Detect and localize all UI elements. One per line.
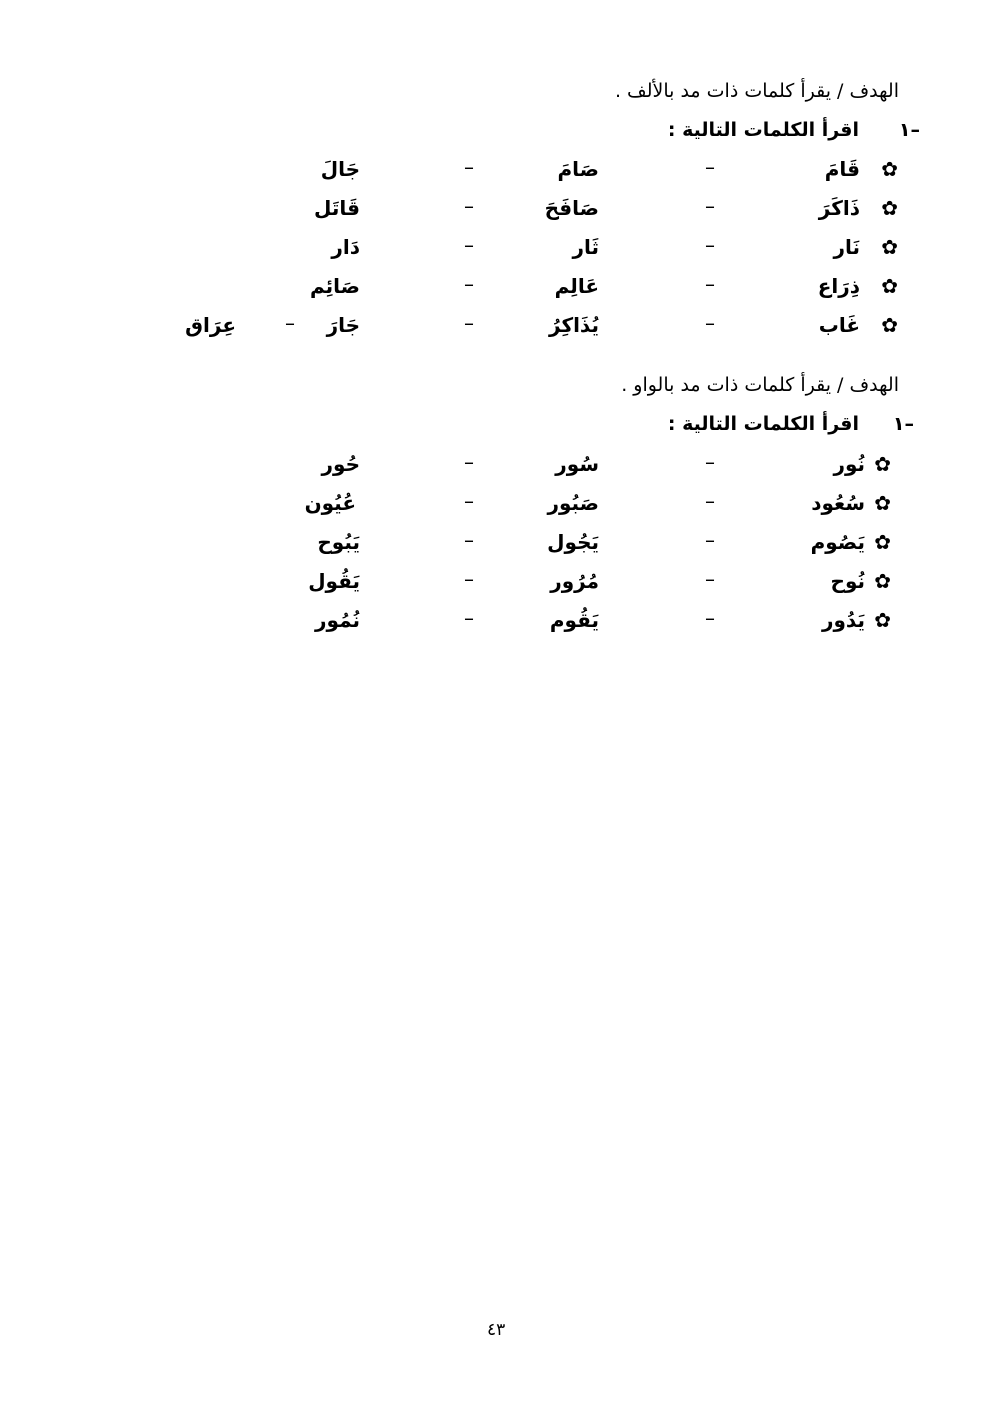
- separator-dash: –: [464, 489, 474, 513]
- goal-text-waw: الهدف / يقرأ كلمات ذات مد بالواو .: [621, 374, 899, 396]
- separator-dash: –: [705, 272, 715, 296]
- flower-icon: ✿: [874, 569, 891, 593]
- separator-dash: –: [464, 567, 474, 591]
- separator-dash: –: [464, 233, 474, 257]
- word: يَقُول: [308, 569, 360, 593]
- word: نُمُور: [315, 608, 360, 632]
- word: ذَاكَرَ: [818, 196, 860, 220]
- instruction-text: اقرأ الكلمات التالية :: [667, 119, 859, 141]
- word: صَائِم: [309, 274, 360, 298]
- separator-dash: –: [285, 311, 295, 335]
- word: جَارَ: [326, 313, 360, 337]
- flower-icon: ✿: [881, 313, 898, 337]
- word: غَاب: [818, 313, 860, 337]
- separator-dash: –: [705, 450, 715, 474]
- separator-dash: –: [705, 606, 715, 630]
- word: عُيُون: [304, 491, 356, 515]
- word: ذِرَاع: [817, 274, 860, 298]
- word: جَالَ: [320, 157, 360, 181]
- flower-icon: ✿: [881, 274, 898, 298]
- exercise-number: ١–: [892, 413, 914, 435]
- separator-dash: –: [705, 311, 715, 335]
- word: عَالِم: [554, 274, 599, 298]
- separator-dash: –: [705, 567, 715, 591]
- separator-dash: –: [705, 194, 715, 218]
- flower-icon: ✿: [874, 491, 891, 515]
- word: ثَار: [572, 235, 599, 259]
- word: قَامَ: [824, 157, 860, 181]
- word: يُذَاكِرُ: [549, 313, 599, 337]
- flower-icon: ✿: [874, 452, 891, 476]
- word: قَاتَل: [314, 196, 360, 220]
- word: دَار: [331, 235, 360, 259]
- word: صَافَحَ: [544, 196, 599, 220]
- separator-dash: –: [464, 606, 474, 630]
- goal-text-alif: الهدف / يقرأ كلمات ذات مد بالألف .: [614, 80, 899, 102]
- word: يَدُور: [821, 608, 865, 632]
- separator-dash: –: [464, 194, 474, 218]
- separator-dash: –: [705, 528, 715, 552]
- word: نَار: [833, 235, 860, 259]
- word: يَجُول: [547, 530, 599, 554]
- word: يَبُوح: [317, 530, 360, 554]
- flower-icon: ✿: [881, 196, 898, 220]
- separator-dash: –: [705, 233, 715, 257]
- word: حُور: [321, 452, 360, 476]
- instruction-text: اقرأ الكلمات التالية :: [667, 413, 859, 435]
- word: يَصُوم: [810, 530, 865, 554]
- separator-dash: –: [464, 311, 474, 335]
- word: نُور: [833, 452, 865, 476]
- separator-dash: –: [464, 272, 474, 296]
- word: سُور: [555, 452, 599, 476]
- separator-dash: –: [705, 155, 715, 179]
- word: صَبُور: [547, 491, 599, 515]
- word: عِرَاق: [185, 313, 236, 337]
- flower-icon: ✿: [874, 608, 891, 632]
- page-number: ٤٣: [487, 1320, 506, 1340]
- separator-dash: –: [464, 528, 474, 552]
- word: سُعُود: [811, 491, 865, 515]
- word: نُوح: [830, 569, 865, 593]
- flower-icon: ✿: [881, 235, 898, 259]
- separator-dash: –: [464, 450, 474, 474]
- flower-icon: ✿: [881, 157, 898, 181]
- separator-dash: –: [705, 489, 715, 513]
- word: صَامَ: [557, 157, 599, 181]
- separator-dash: –: [464, 155, 474, 179]
- exercise-number: ١–: [898, 119, 920, 141]
- word: مُرُور: [550, 569, 599, 593]
- flower-icon: ✿: [874, 530, 891, 554]
- word: يَقُوم: [549, 608, 599, 632]
